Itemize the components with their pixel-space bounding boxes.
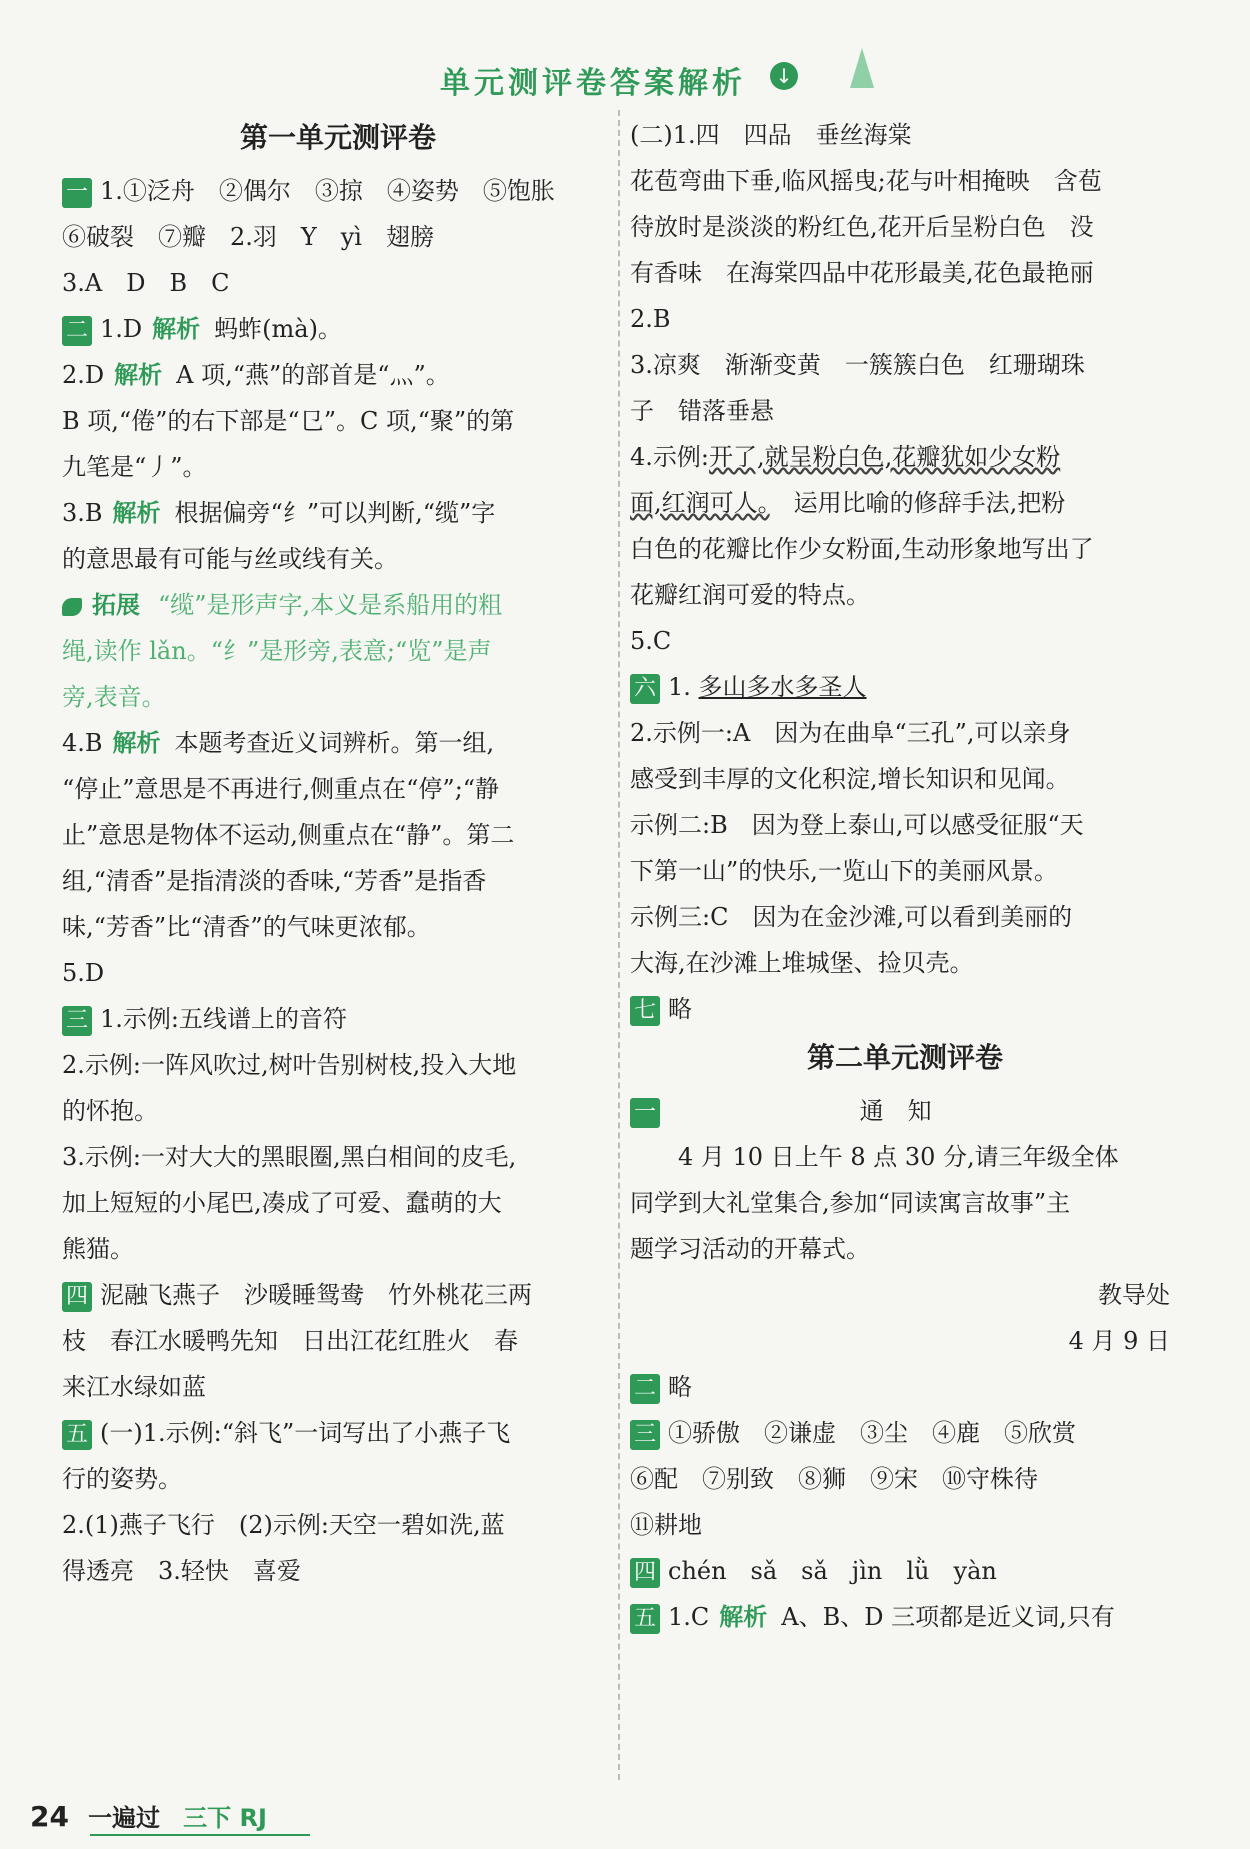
answer-line: [62, 1456, 614, 1502]
line-text: 花苞弯曲下垂,临风摇曳;花与叶相掩映 含苞: [630, 167, 1102, 195]
line-text: 下第一山”的快乐,一览山下的美丽风景。: [630, 857, 1058, 885]
left-column: [62, 112, 614, 1594]
line-text: 5.C: [630, 627, 672, 655]
line-text: 4.示例:: [630, 443, 709, 471]
section-title-2: 第二单元测评卷: [806, 1041, 1003, 1074]
notice-date: 4 月 9 日: [1068, 1327, 1170, 1355]
line-text: 枝 春江水暖鸭先知 日出江花红胜火 春: [62, 1327, 518, 1355]
line-text-after: 运用比喻的修辞手法,把粉: [769, 489, 1066, 517]
section-badge: 四: [630, 1558, 660, 1588]
notice-title-line: [630, 1088, 1180, 1134]
wavy-underlined-text: 开了,就呈粉白色,花瓣犹如少女粉: [708, 443, 1061, 471]
line-text: 3.A D B C: [62, 269, 230, 297]
answer-line: [630, 158, 1180, 204]
line-text: 1.D: [100, 315, 143, 343]
line-text: 2.(1)燕子飞行 (2)示例:天空一碧如洗,蓝: [62, 1511, 505, 1539]
line-text: B 项,“倦”的右下部是“㔾”。C 项,“聚”的第: [62, 407, 515, 435]
section-badge: 五: [62, 1420, 92, 1450]
extension-line: [62, 674, 614, 720]
line-text: 熊猫。: [62, 1235, 134, 1263]
line-text: 略: [668, 995, 692, 1023]
analysis-keyword: 解析: [112, 499, 161, 527]
answer-line: [630, 986, 1180, 1032]
line-text: ①骄傲 ②谦虚 ③尘 ④鹿 ⑤欣赏: [668, 1419, 1076, 1447]
answer-line: [62, 168, 614, 214]
analysis-keyword: 解析: [152, 315, 201, 343]
answer-line: [630, 296, 1180, 342]
line-text: 1.示例:五线谱上的音符: [100, 1005, 347, 1033]
line-text: 花瓣红润可爱的特点。: [630, 581, 870, 609]
notice-signature: 教导处: [1098, 1281, 1170, 1309]
line-text-after: A 项,“燕”的部首是“灬”。: [176, 361, 450, 389]
answer-line: [630, 756, 1180, 802]
analysis-keyword: 解析: [114, 361, 163, 389]
line-text: 有香味 在海棠四品中花形最美,花色最艳丽: [630, 259, 1094, 287]
answer-line: [630, 572, 1180, 618]
line-text: 1.C: [668, 1603, 710, 1631]
line-text: 1.: [668, 673, 699, 701]
line-text: 2.B: [630, 305, 671, 333]
line-text: 白色的花瓣比作少女粉面,生动形象地写出了: [630, 535, 1094, 563]
answer-line: [630, 1548, 1180, 1594]
line-text-after: 蚂蚱(mà)。: [214, 315, 342, 343]
line-text: 来江水绿如蓝: [62, 1373, 206, 1401]
line-text: ⑥破裂 ⑦瓣 2.羽 Y yì 翅膀: [62, 223, 434, 251]
line-text: 止”意思是物体不运动,侧重点在“静”。第二: [62, 821, 515, 849]
section-badge: 四: [62, 1282, 92, 1312]
line-text: (一)1.示例:“斜飞”一词写出了小燕子飞: [100, 1419, 511, 1447]
line-text: 4.B: [62, 729, 103, 757]
answer-line: [62, 536, 614, 582]
line-text: 感受到丰厚的文化积淀,增长知识和见闻。: [630, 765, 1070, 793]
extension-label: 拓展: [92, 591, 140, 619]
brand-name: 一遍过: [88, 1804, 161, 1832]
line-text: 得透亮 3.轻快 喜爱: [62, 1557, 301, 1585]
line-text: 1.①泛舟 ②偶尔 ③掠 ④姿势 ⑤饱胀: [100, 177, 555, 205]
line-text: 3.凉爽 渐渐变黄 一簇簇白色 红珊瑚珠: [630, 351, 1085, 379]
analysis-keyword: 解析: [719, 1603, 768, 1631]
extension-line: [62, 582, 614, 628]
answer-line: [630, 1594, 1180, 1640]
notice-title: 通 知: [859, 1097, 932, 1125]
underlined-answer: 多山多水多圣人: [698, 673, 867, 701]
answer-line: [630, 618, 1180, 664]
answer-line: [630, 388, 1180, 434]
section-badge: 二: [62, 316, 92, 346]
line-text: 加上短短的小尾巴,凑成了可爱、蠢萌的大: [62, 1189, 502, 1217]
answer-line: [630, 526, 1180, 572]
answer-line: [62, 306, 614, 352]
answer-line: [630, 1502, 1180, 1548]
answer-line: [62, 214, 614, 260]
section-badge: 六: [630, 674, 660, 704]
analysis-keyword: 解析: [112, 729, 161, 757]
line-text: 的怀抱。: [62, 1097, 158, 1125]
answer-line: [62, 1042, 614, 1088]
line-text: 大海,在沙滩上堆城堡、捡贝壳。: [630, 949, 974, 977]
answer-line: [62, 1548, 614, 1594]
line-text: “缆”是形声字,本义是系船用的粗: [158, 591, 503, 619]
footer-rule: [90, 1834, 310, 1836]
answer-line: [630, 894, 1180, 940]
leaf-icon: [62, 598, 82, 616]
answer-line: [630, 250, 1180, 296]
line-text: “停止”意思是不再进行,侧重点在“停”;“静: [62, 775, 500, 803]
notice-body-line: 同学到大礼堂集合,参加“同读寓言故事”主: [630, 1189, 1071, 1217]
answer-line: [62, 1502, 614, 1548]
answer-line: [630, 940, 1180, 986]
line-text: 绳,读作 lǎn。“纟”是形旁,表意;“览”是声: [62, 637, 492, 665]
answer-line: [62, 1134, 614, 1180]
section-badge: 三: [62, 1006, 92, 1036]
line-text-after: 本题考查近义词辨析。第一组,: [174, 729, 495, 757]
section-badge: 一: [62, 178, 92, 208]
line-text: 子 错落垂悬: [630, 397, 774, 425]
line-text-after: 根据偏旁“纟”可以判断,“缆”字: [174, 499, 496, 527]
section-badge: 三: [630, 1420, 660, 1450]
line-text: 九笔是“丿”。: [62, 453, 207, 481]
line-text: 的意思最有可能与丝或线有关。: [62, 545, 398, 573]
line-text: 待放时是淡淡的粉红色,花开后呈粉白色 没: [630, 213, 1094, 241]
answer-line: [62, 1088, 614, 1134]
answer-line: [630, 1410, 1180, 1456]
section-badge: 五: [630, 1604, 660, 1634]
answer-line: [630, 204, 1180, 250]
notice-body-line: 题学习活动的开幕式。: [630, 1235, 870, 1263]
line-text: 示例二:B 因为登上泰山,可以感受征服“天: [630, 811, 1084, 839]
answer-line: [630, 434, 1180, 480]
line-text: 2.示例一:A 因为在曲阜“三孔”,可以亲身: [630, 719, 1071, 747]
line-text: 2.D: [62, 361, 105, 389]
answer-line: [62, 398, 614, 444]
answer-line: [630, 664, 1180, 710]
section-title: 第一单元测评卷: [239, 121, 436, 154]
line-text: 2.示例:一阵风吹过,树叶告别树枝,投入大地: [62, 1051, 517, 1079]
line-text: 组,“清香”是指清淡的香味,“芳香”是指香: [62, 867, 487, 895]
answer-line: [62, 812, 614, 858]
answer-line: [630, 1456, 1180, 1502]
line-text: 泥融飞燕子 沙暖睡鸳鸯 竹外桃花三两: [100, 1281, 532, 1309]
notice-body-line: 4 月 10 日上午 8 点 30 分,请三年级全体: [678, 1143, 1119, 1171]
answer-line: [630, 112, 1180, 158]
line-text: 示例三:C 因为在金沙滩,可以看到美丽的: [630, 903, 1073, 931]
line-text: ⑥配 ⑦别致 ⑧狮 ⑨宋 ⑩守株待: [630, 1465, 1038, 1493]
page-header: [0, 40, 1250, 110]
extension-line: [62, 628, 614, 674]
answer-line: [62, 858, 614, 904]
line-text: 3.示例:一对大大的黑眼圈,黑白相间的皮毛,: [62, 1143, 517, 1171]
page-number: 24: [30, 1800, 69, 1833]
header-title: 单元测评卷答案解析: [440, 66, 746, 101]
wavy-underlined-text: 面,红润可人。: [630, 489, 770, 517]
section-badge: 七: [630, 996, 660, 1026]
answer-line: [62, 1226, 614, 1272]
line-text: (二)1.四 四品 垂丝海棠: [630, 121, 912, 149]
answer-line: [62, 352, 614, 398]
answer-line: [630, 1364, 1180, 1410]
column-divider: [618, 110, 620, 1780]
answer-line: [62, 720, 614, 766]
line-text: ⑪耕地: [630, 1511, 702, 1539]
answer-line: [630, 802, 1180, 848]
right-column: [630, 112, 1180, 1640]
line-text: chén sǎ sǎ jìn lǜ yàn: [668, 1557, 997, 1585]
line-text: 味,“芳香”比“清香”的气味更浓郁。: [62, 913, 431, 941]
answer-line: [630, 480, 1180, 526]
answer-line: [62, 490, 614, 536]
answer-line: [62, 1180, 614, 1226]
section-badge: 一: [630, 1098, 660, 1128]
line-text: 略: [668, 1373, 692, 1401]
answer-line: [62, 904, 614, 950]
line-text: 旁,表音。: [62, 683, 166, 711]
grade-label: 三下 RJ: [183, 1804, 267, 1832]
answer-line: [62, 1410, 614, 1456]
answer-line: [630, 342, 1180, 388]
page-footer: [30, 1798, 267, 1838]
answer-line: [630, 710, 1180, 756]
answer-line: [62, 444, 614, 490]
answer-line: [62, 996, 614, 1042]
arrow-down-icon: ↓: [770, 62, 798, 90]
answer-line: [62, 950, 614, 996]
line-text: 5.D: [62, 959, 105, 987]
answer-line: [62, 1364, 614, 1410]
answer-line: [62, 766, 614, 812]
section-badge: 二: [630, 1374, 660, 1404]
answer-line: [62, 260, 614, 306]
line-text: 行的姿势。: [62, 1465, 182, 1493]
answer-line: [62, 1318, 614, 1364]
decorative-triangle: [850, 48, 874, 88]
answer-line: [62, 1272, 614, 1318]
answer-line: [630, 848, 1180, 894]
line-text-after: A、B、D 三项都是近义词,只有: [781, 1603, 1115, 1631]
line-text: 3.B: [62, 499, 103, 527]
